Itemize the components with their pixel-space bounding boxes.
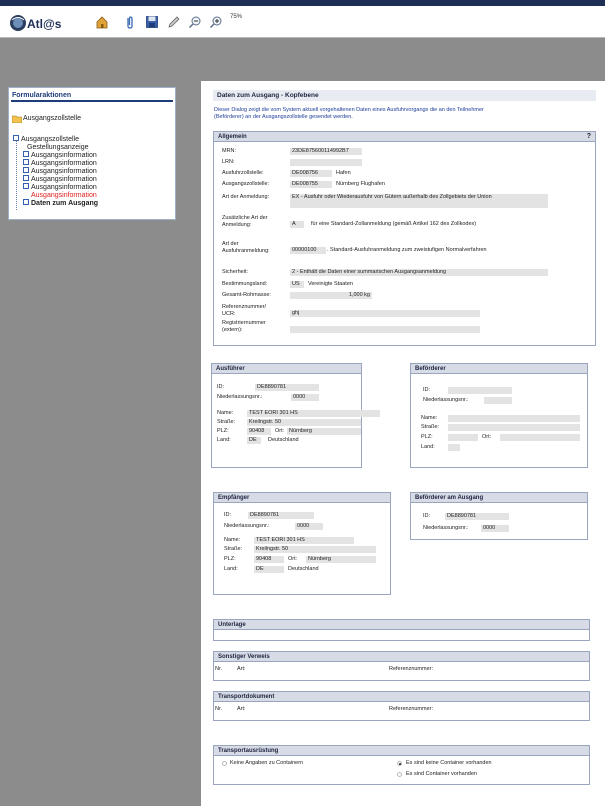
tree-item[interactable]: Ausgangsinformation xyxy=(23,152,97,160)
zoom-in-icon[interactable] xyxy=(209,15,223,29)
toolbar xyxy=(0,6,605,38)
befoerderer-name-label: Name: xyxy=(421,415,438,421)
sicherheit-field: 2 - Enthält die Daten einer summarischen Ausgangsanmeldung xyxy=(290,269,548,276)
befoerderer-plz xyxy=(448,434,478,441)
tree-root[interactable]: Ausgangszollstelle xyxy=(13,136,79,144)
atlas-logo xyxy=(8,10,70,36)
ausfuehrer-ort: Nürnberg xyxy=(287,428,361,435)
tree-item[interactable]: Gestellungsanzeige xyxy=(27,144,89,151)
zusatz-label-1: Zusätzliche Art der xyxy=(222,215,268,221)
befoerderer-panel xyxy=(410,363,588,468)
transportausruestung-header: Transportausrüstung xyxy=(214,746,589,756)
empfaenger-header: Empfänger xyxy=(214,493,390,503)
folder-icon xyxy=(12,115,22,123)
ausfuehrer-name: TEST EORI 301 HS xyxy=(247,410,380,417)
transportdokument-art-label: Art: xyxy=(237,706,246,712)
transportdokument-nr-label: Nr. xyxy=(215,706,223,712)
edit-icon[interactable] xyxy=(167,15,181,29)
zoom-level: 75% xyxy=(230,14,243,20)
empfaenger-ort: Nürnberg xyxy=(306,556,376,563)
empfaenger-land-label: Land: xyxy=(224,566,238,572)
ausfuehrer-niederlassung: 0000 xyxy=(291,394,319,401)
empfaenger-niederlassung: 0000 xyxy=(295,523,323,530)
tree-item-active[interactable]: Ausgangsinformation xyxy=(31,192,97,199)
befoerderer-land-label: Land: xyxy=(421,444,435,450)
empfaenger-ort-label: Ort: xyxy=(288,556,298,562)
ausfuhranmeldung-label-1: Art der xyxy=(222,241,239,247)
ausfuehrer-land-label: Land: xyxy=(217,437,231,443)
empfaenger-strasse-label: Straße: xyxy=(224,546,243,552)
sonstiger-verweis-art-label: Art: xyxy=(237,666,246,672)
befoerderer-name xyxy=(448,415,580,422)
ausfuehrer-land-name: Deutschland xyxy=(268,437,299,443)
tree-expand-icon[interactable] xyxy=(23,175,29,181)
register-label-2: (extern): xyxy=(222,327,243,333)
transportdokument-header: Transportdokument xyxy=(214,692,589,702)
intro-text: Dieser Dialog zeigt die vom System aktuell vorgehaltenen Daten eines Ausfuhrvorgangs die an den Teilnehmer (Beförderer) an der Ausgangszollstelle gesendet werden. xyxy=(214,107,484,120)
home-icon[interactable] xyxy=(95,15,109,29)
referenz-label-2: UCR: xyxy=(222,311,236,317)
transportausruestung-panel xyxy=(213,745,590,785)
main-content xyxy=(201,81,605,806)
befoerderer-niederlassung-label: Niederlassungsnr.: xyxy=(423,397,469,403)
befoerderer-ausgang-niederlassung: 0000 xyxy=(481,525,509,532)
help-icon[interactable]: ? xyxy=(586,133,591,140)
ausfuehrer-ort-label: Ort: xyxy=(275,428,285,434)
mrn-label: MRN: xyxy=(222,148,237,154)
form-actions-panel xyxy=(8,87,176,220)
ausfuhranmeldung-text: . Standard-Ausfuhranmeldung zum zweistufigen Normalverfahren xyxy=(327,247,487,253)
empfaenger-land-name: Deutschland xyxy=(288,566,319,572)
befoerderer-header: Beförderer xyxy=(411,364,587,374)
empfaenger-panel xyxy=(213,492,391,595)
ausfuehrer-strasse-label: Straße: xyxy=(217,419,236,425)
ausfuehrer-name-label: Name: xyxy=(217,410,234,416)
ausgangszollstelle-name: Nürnberg Flughafen xyxy=(336,181,385,187)
option-keine-container: Es sind keine Container vorhanden xyxy=(406,760,492,766)
befoerderer-ort-label: Ort: xyxy=(482,434,492,440)
ausgangszollstelle-label: Ausgangszollstelle: xyxy=(222,181,270,187)
empfaenger-name: TEST EORI 301 HS xyxy=(254,537,354,544)
befoerderer-ausgang-panel xyxy=(410,492,588,540)
befoerderer-niederlassung xyxy=(484,397,512,404)
option-keine-angaben: Keine Angaben zu Containern xyxy=(230,760,304,766)
tree-expand-icon[interactable] xyxy=(23,151,29,157)
befoerderer-ausgang-niederlassung-label: Niederlassungsnr.: xyxy=(423,525,469,531)
befoerderer-ort xyxy=(500,434,580,441)
bestimmungsland-name: Vereinigte Staaten xyxy=(308,281,353,287)
befoerderer-id-label: ID: xyxy=(423,387,431,393)
sonstiger-verweis-panel xyxy=(213,651,590,681)
rohmasse-label: Gesamt-Rohmasse: xyxy=(222,292,271,298)
lrn-label: LRN: xyxy=(222,159,235,165)
attachment-icon[interactable] xyxy=(123,15,137,29)
befoerderer-strasse-label: Straße: xyxy=(421,424,440,430)
ausfuehrer-strasse: Kreilngstr. 50 xyxy=(247,419,361,426)
tree-item[interactable]: Ausgangsinformation xyxy=(23,184,97,192)
befoerderer-ausgang-id: DE8890781 xyxy=(445,513,509,520)
ausfuehrer-plz-label: PLZ: xyxy=(217,428,229,434)
ausfuhrzollstelle-name: Hafen xyxy=(336,170,351,176)
referenz-field: ghj xyxy=(290,310,480,317)
radio-keine-angaben[interactable] xyxy=(222,761,227,766)
unterlage-panel xyxy=(213,619,590,641)
option-container-vorhanden: Es sind Container vorhanden xyxy=(406,771,477,777)
page-title: Daten zum Ausgang - Kopfebene xyxy=(213,90,596,101)
tree-expand-icon[interactable] xyxy=(23,199,29,205)
befoerderer-id xyxy=(448,387,512,394)
zoom-out-icon[interactable] xyxy=(188,15,202,29)
transportdokument-panel xyxy=(213,691,590,721)
ausfuhrzollstelle-label: Ausfuhrzollstelle: xyxy=(222,170,264,176)
mrn-field: 23DE875600114992B7 xyxy=(290,148,362,155)
svg-text:Atl@s: Atl@s xyxy=(27,17,62,31)
empfaenger-id-label: ID: xyxy=(224,512,232,518)
radio-container-vorhanden[interactable] xyxy=(397,772,402,777)
ausfuehrer-land-code: DE xyxy=(247,437,261,444)
sonstiger-verweis-ref-label: Referenznummer: xyxy=(389,666,434,672)
tree-item-current[interactable]: Daten zum Ausgang xyxy=(23,200,98,208)
ausfuehrer-id: DE8890781 xyxy=(255,384,319,391)
allgemein-panel xyxy=(213,131,596,346)
sonstiger-verweis-header: Sonstiger Verweis xyxy=(214,652,589,662)
empfaenger-strasse: Kreilngstr. 50 xyxy=(254,546,376,553)
befoerderer-strasse xyxy=(448,424,580,431)
ausgangszollstelle-action-link[interactable]: Ausgangszollstelle xyxy=(23,115,81,122)
save-icon[interactable] xyxy=(145,15,159,29)
bestimmungsland-code: US xyxy=(290,281,304,288)
allgemein-header: Allgemein ? xyxy=(214,132,595,142)
rohmasse-field: 1,000 kg xyxy=(290,292,372,299)
tree-item[interactable]: Ausgangsinformation xyxy=(23,160,97,168)
ausfuehrer-panel xyxy=(211,363,362,468)
radio-keine-container[interactable] xyxy=(397,761,402,766)
unterlage-header: Unterlage xyxy=(214,620,589,630)
empfaenger-niederlassung-label: Niederlassungsnr.: xyxy=(224,523,270,529)
ausfuehrer-niederlassung-label: Niederlassungsnr.: xyxy=(217,394,263,400)
sonstiger-verweis-nr-label: Nr. xyxy=(215,666,223,672)
empfaenger-plz-label: PLZ: xyxy=(224,556,236,562)
ausgangszollstelle-code: DE008755 xyxy=(290,181,332,188)
ausfuhranmeldung-label-2: Ausfuhranmeldung: xyxy=(222,248,270,254)
tree-expand-icon[interactable] xyxy=(23,183,29,189)
ausfuehrer-plz: 90408 xyxy=(247,428,271,435)
tree-expand-icon[interactable] xyxy=(13,135,19,141)
ausfuhrzollstelle-code: DE008756 xyxy=(290,170,332,177)
form-actions-title: Formularaktionen xyxy=(11,91,173,102)
befoerderer-ausgang-id-label: ID: xyxy=(423,513,431,519)
ausfuhranmeldung-code: 00000100 xyxy=(290,247,326,254)
art-der-anmeldung-field: EX - Ausfuhr oder Wiederausfuhr von Gütern außerhalb des Zollgebiets der Union xyxy=(290,194,548,208)
befoerderer-land xyxy=(448,444,460,451)
tree-expand-icon[interactable] xyxy=(23,159,29,165)
referenz-label-1: Referenznummer/ xyxy=(222,304,267,310)
empfaenger-land-code: DE xyxy=(254,566,284,573)
zusatz-code: A xyxy=(290,221,304,228)
befoerderer-plz-label: PLZ: xyxy=(421,434,433,440)
register-field xyxy=(290,326,480,333)
empfaenger-id: DE8890781 xyxy=(248,512,314,519)
zusatz-label-2: Anmeldung: xyxy=(222,222,252,228)
transportdokument-ref-label: Referenznummer: xyxy=(389,706,434,712)
bestimmungsland-label: Bestimmungsland: xyxy=(222,281,268,287)
ausfuehrer-id-label: ID: xyxy=(217,384,225,390)
register-label-1: Registriernummer xyxy=(222,320,266,326)
tree-expand-icon[interactable] xyxy=(23,167,29,173)
empfaenger-plz: 90408 xyxy=(254,556,284,563)
art-der-anmeldung-label: Art der Anmeldung: xyxy=(222,194,270,200)
tree-item[interactable]: Ausgangsinformation xyxy=(23,176,97,184)
sicherheit-label: Sicherheit: xyxy=(222,269,248,275)
zusatz-text: für eine Standard-Zollanmeldung (gemäß Artikel 162 des Zollkodex) xyxy=(311,221,477,227)
befoerderer-ausgang-header: Beförderer am Ausgang xyxy=(411,493,587,503)
ausfuehrer-header: Ausführer xyxy=(212,364,361,374)
empfaenger-name-label: Name: xyxy=(224,537,241,543)
tree-item[interactable]: Ausgangsinformation xyxy=(23,168,97,176)
lrn-field xyxy=(290,159,362,166)
